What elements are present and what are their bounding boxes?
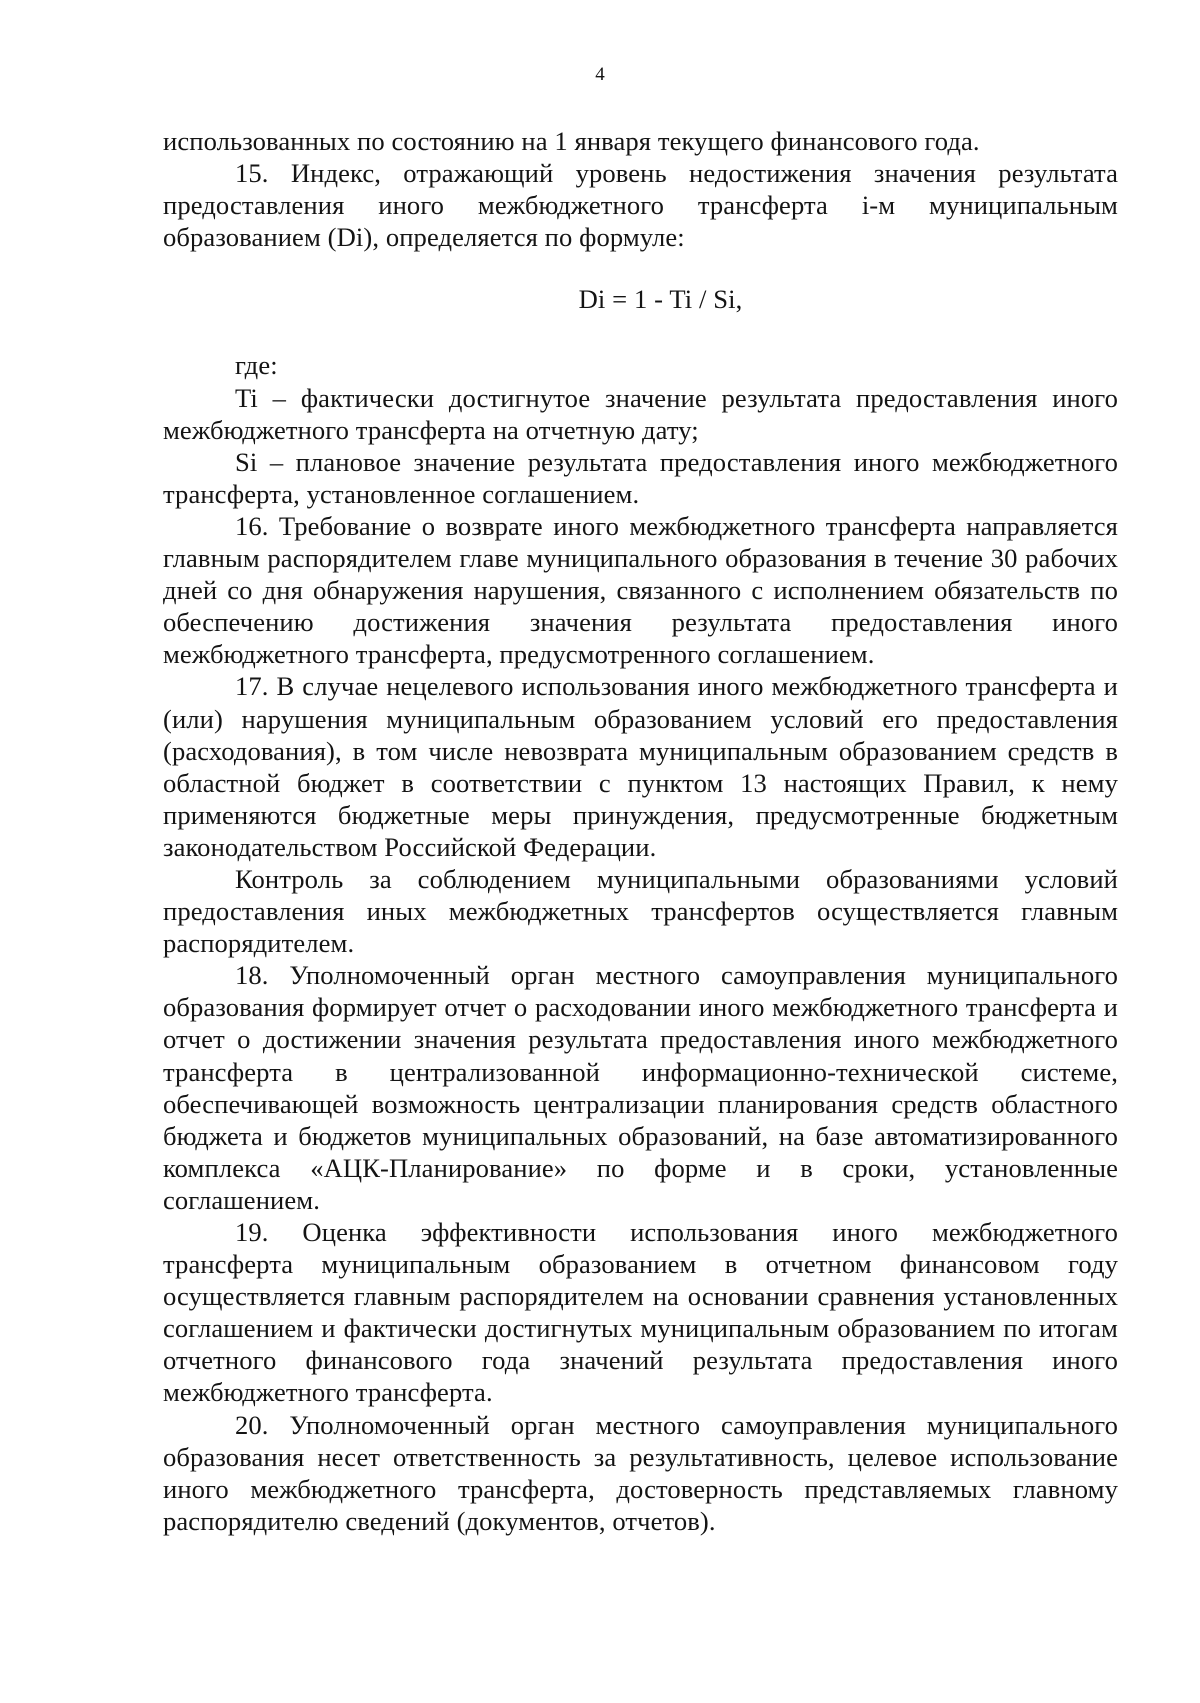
page-number: 4 [595,64,605,85]
definition-ti: Ti – фактически достигнутое значение результата предоставления иного межбюджетного трансферта на отчетную дату; [163,382,1118,445]
document-body [163,125,1118,1537]
paragraph-item-20: 20. Уполномоченный орган местного самоуправления муниципального образования несет ответственность за результативность, целевое использование иного межбюджетного трансферта, достоверность представляемых главному распорядителю сведений (документов, отчетов). [163,1409,1118,1536]
paragraph-control: Контроль за соблюдением муниципальными образованиями условий предоставления иных межбюджетных трансфертов осуществляется главным распорядителем. [163,863,1118,959]
paragraph-item-18: 18. Уполномоченный орган местного самоуправления муниципального образования формирует отчет о расходовании иного межбюджетного трансферта и отчет о достижении значения результата предоставления иного межбюджетного трансферта в централизованной информационно-технической системе, обеспечивающей возможность централизации планирования средств областного бюджета и бюджетов муниципальных образований, на базе автоматизированного комплекса «АЦК-Планирование» по форме и в сроки, установленные соглашением. [163,960,1118,1215]
paragraph-item-16: 16. Требование о возврате иного межбюджетного трансферта направляется главным распорядителем главе муниципального образования в течение 30 рабочих дней со дня обнаружения нарушения, связанного с исполнением обязательств по обеспечению достижения значения результата предоставления иного межбюджетного трансферта, предусмотренного соглашением. [163,510,1118,670]
paragraph-item-19: 19. Оценка эффективности использования иного межбюджетного трансферта муниципальным образованием в отчетном финансовом году осуществляется главным распорядителем на основании сравнения установленных соглашением и фактически достигнутых муниципальным образованием по итогам отчетного финансового года значений результата предоставления иного межбюджетного трансферта. [163,1217,1118,1408]
formula-di: Di = 1 - Ti / Si, [578,284,743,315]
paragraph-item-15: 15. Индекс, отражающий уровень недостижения значения результата предоставления иного межбюджетного трансферта i-м муниципальным образованием (Di), определяется по формуле: [163,158,1118,253]
definition-si: Si – плановое значение результата предоставления иного межбюджетного трансферта, установленное соглашением. [163,446,1118,509]
paragraph-item-17: 17. В случае нецелевого использования иного межбюджетного трансферта и (или) нарушения муниципальным образованием условий его предоставления (расходования), в том числе невозврата муниципальным образованием средств в областной бюджет в соответствии с пунктом 13 настоящих Правил, к нему применяются бюджетные меры принуждения, предусмотренные бюджетным законодательством Российской Федерации. [163,671,1118,862]
paragraph-continuation: использованных по состоянию на 1 января текущего финансового года. [163,126,980,156]
paragraph-where: где: [235,350,278,381]
